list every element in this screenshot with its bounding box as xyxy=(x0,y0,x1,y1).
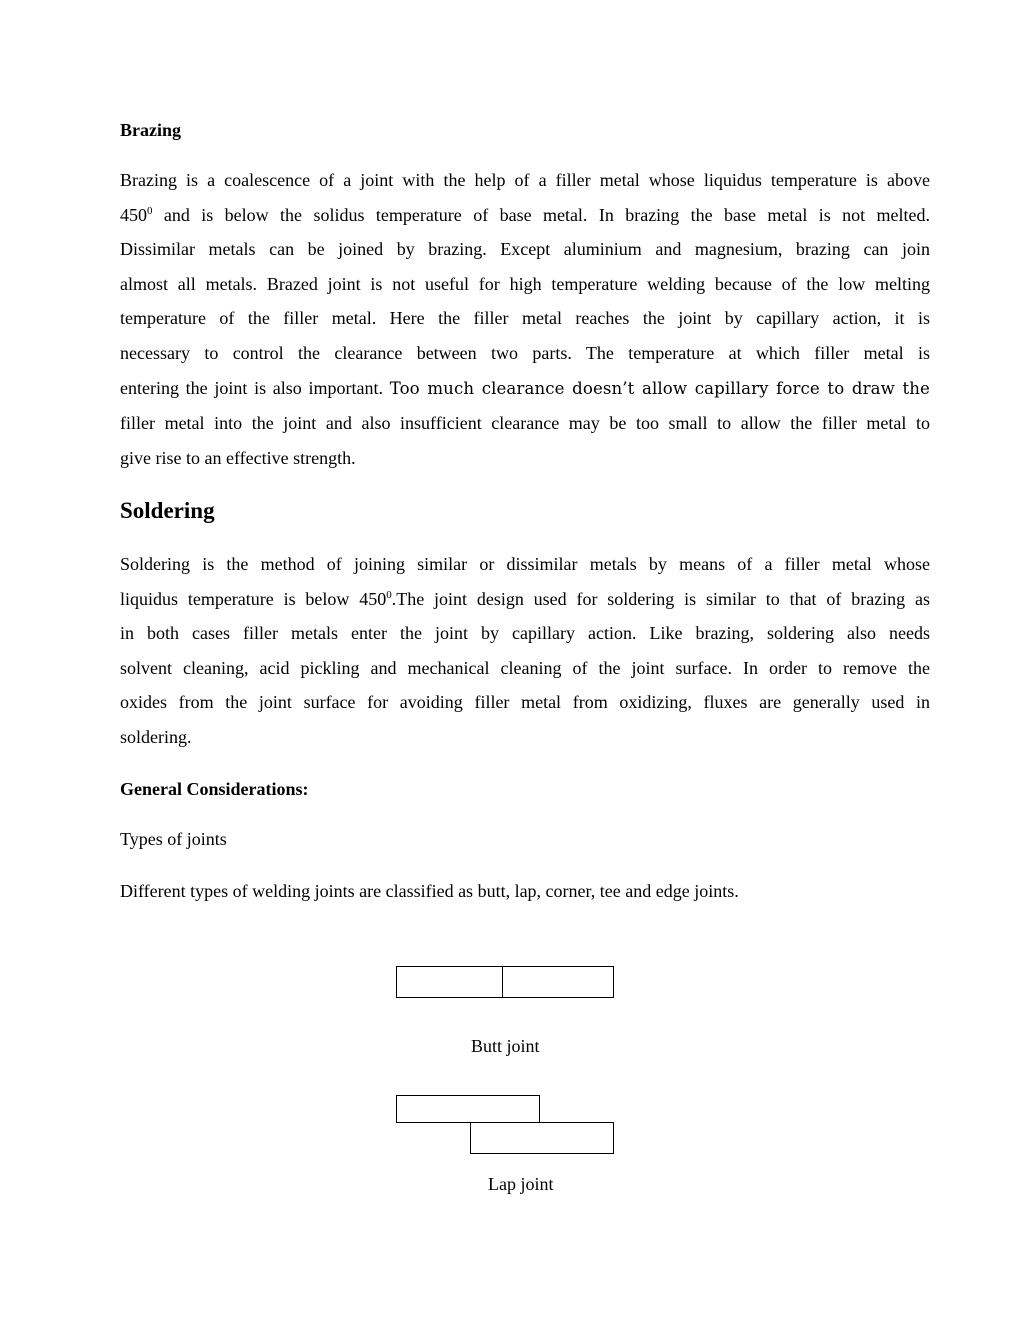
brazing-temp-value: 450 xyxy=(120,204,147,225)
soldering-line-4: solvent cleaning, acid pickling and mechanical cleaning of the joint surface. In order to remove the xyxy=(120,657,930,678)
brazing-heading: Brazing xyxy=(120,120,181,140)
butt-joint-caption: Butt joint xyxy=(471,1036,540,1056)
soldering-paragraph xyxy=(120,547,930,755)
soldering-line-5: oxides from the joint surface for avoiding filler metal from oxidizing, fluxes are generally used in xyxy=(120,692,930,713)
brazing-paragraph xyxy=(120,163,930,475)
soldering-temp-sup: 0 xyxy=(386,588,392,601)
general-heading: General Considerations: xyxy=(120,779,309,799)
lap-joint-top-plate xyxy=(396,1095,540,1123)
soldering-line-2b: .The joint design used for soldering is similar to that of brazing as xyxy=(391,588,930,609)
soldering-temp-value: 450 xyxy=(359,588,387,609)
brazing-line-2 xyxy=(120,198,930,233)
brazing-line-7b: Too much clearance doesn’t allow capillary force to draw the xyxy=(389,378,930,398)
brazing-line-9: give rise to an effective strength. xyxy=(120,447,356,468)
brazing-line-8: filler metal into the joint and also insufficient clearance may be too small to allow the filler metal to xyxy=(120,413,930,434)
brazing-line-1: Brazing is a coalescence of a joint with the help of a filler metal whose liquidus temperature is above xyxy=(120,170,930,190)
brazing-line-6: necessary to control the clearance between two parts. The temperature at which filler metal is xyxy=(120,342,930,363)
brazing-line-7a: entering the joint is also important. xyxy=(120,377,390,398)
joints-intro-text: Different types of welding joints are classified as butt, lap, corner, tee and edge joints. xyxy=(120,881,739,901)
lap-joint-caption: Lap joint xyxy=(488,1174,554,1194)
brazing-line-2-text: and is below the solidus temperature of base metal. In brazing the base metal is not melted. xyxy=(152,204,930,225)
brazing-line-3: Dissimilar metals can be joined by brazing. Except aluminium and magnesium, brazing can join xyxy=(120,239,930,260)
soldering-line-3: in both cases filler metals enter the joint by capillary action. Like brazing, soldering also needs xyxy=(120,623,930,644)
butt-joint-left-plate xyxy=(396,966,504,998)
brazing-temp-sup: 0 xyxy=(147,204,153,217)
soldering-line-1: Soldering is the method of joining similar or dissimilar metals by means of a filler metal whose xyxy=(120,554,930,574)
soldering-heading: Soldering xyxy=(120,498,215,523)
soldering-line-6: soldering. xyxy=(120,726,192,747)
types-of-joints-label: Types of joints xyxy=(120,829,227,849)
brazing-line-5: temperature of the filler metal. Here the filler metal reaches the joint by capillary action, it is xyxy=(120,308,930,329)
brazing-line-4: almost all metals. Brazed joint is not useful for high temperature welding because of the low melting xyxy=(120,273,930,294)
soldering-line-2 xyxy=(120,582,930,617)
butt-joint-right-plate xyxy=(502,966,614,998)
soldering-line-2a: liquidus temperature is below xyxy=(120,588,360,609)
brazing-line-7 xyxy=(120,371,930,407)
lap-joint-bottom-plate xyxy=(470,1122,614,1154)
